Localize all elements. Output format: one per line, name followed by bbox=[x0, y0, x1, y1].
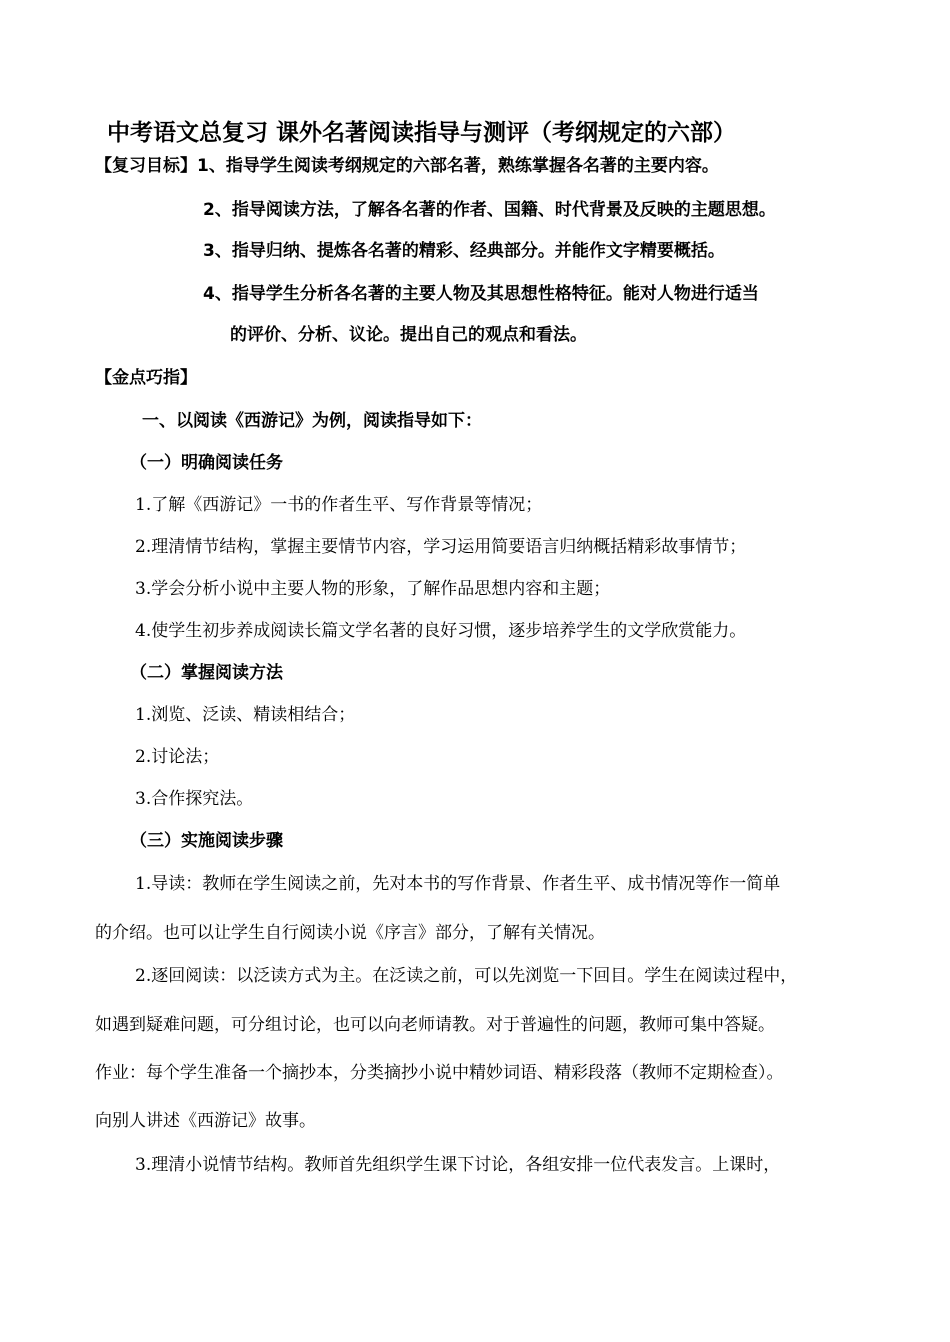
section-1-item: 1.了解《西游记》一书的作者生平、写作背景等情况； bbox=[135, 495, 543, 515]
section-2-item: 1.浏览、泛读、精读相结合； bbox=[135, 705, 356, 725]
document-title: 中考语文总复习 课外名著阅读指导与测评（考纲规定的六部） bbox=[107, 120, 737, 146]
step-1-line: 1.导读：教师在学生阅读之前，先对本书的写作背景、作者生平、成书情况等作一简单 bbox=[135, 874, 781, 894]
goal-item-1: 1、指导学生阅读考纲规定的六部名著，熟练掌握各名著的主要内容。 bbox=[197, 156, 719, 176]
section-2-item: 3.合作探究法。 bbox=[135, 789, 254, 809]
golden-tips-label: 【金点巧指】 bbox=[95, 368, 197, 388]
step-2-homework-line: 作业：每个学生准备一个摘抄本，分类摘抄小说中精妙词语、精彩段落（教师不定期检查）。 bbox=[95, 1063, 784, 1083]
section-3-heading: （三）实施阅读步骤 bbox=[130, 831, 283, 851]
goal-item-2: 2、指导阅读方法，了解各名著的作者、国籍、时代背景及反映的主题思想。 bbox=[203, 200, 776, 220]
goal-item-3: 3、指导归纳、提炼各名著的精彩、经典部分。并能作文字精要概括。 bbox=[203, 241, 725, 261]
section-1-item: 2.理清情节结构，掌握主要情节内容，学习运用简要语言归纳概括精彩故事情节； bbox=[135, 537, 747, 557]
section-1-item: 4.使学生初步养成阅读长篇文学名著的良好习惯，逐步培养学生的文学欣赏能力。 bbox=[135, 621, 747, 641]
section-2-item: 2.讨论法； bbox=[135, 747, 220, 767]
section-1-heading: （一）明确阅读任务 bbox=[130, 453, 283, 473]
review-goals-label: 【复习目标】 bbox=[95, 156, 197, 176]
goal-item-4-continued: 的评价、分析、议论。提出自己的观点和看法。 bbox=[230, 325, 587, 345]
intro-heading: 一、以阅读《西游记》为例，阅读指导如下： bbox=[142, 411, 482, 431]
section-2-heading: （二）掌握阅读方法 bbox=[130, 663, 283, 683]
step-2-line: 如遇到疑难问题，可分组讨论，也可以向老师请教。对于普遍性的问题，教师可集中答疑。 bbox=[95, 1015, 775, 1035]
step-2-line: 向别人讲述《西游记》故事。 bbox=[95, 1111, 316, 1131]
step-1-line: 的介绍。也可以让学生自行阅读小说《序言》部分，了解有关情况。 bbox=[95, 923, 605, 943]
section-1-item: 3.学会分析小说中主要人物的形象，了解作品思想内容和主题； bbox=[135, 579, 611, 599]
goal-item-4: 4、指导学生分析各名著的主要人物及其思想性格特征。能对人物进行适当 bbox=[203, 284, 759, 304]
step-3-line: 3.理清小说情节结构。教师首先组织学生课下讨论，各组安排一位代表发言。上课时， bbox=[135, 1155, 781, 1175]
step-2-line: 2.逐回阅读：以泛读方式为主。在泛读之前，可以先浏览一下回目。学生在阅读过程中， bbox=[135, 966, 798, 986]
